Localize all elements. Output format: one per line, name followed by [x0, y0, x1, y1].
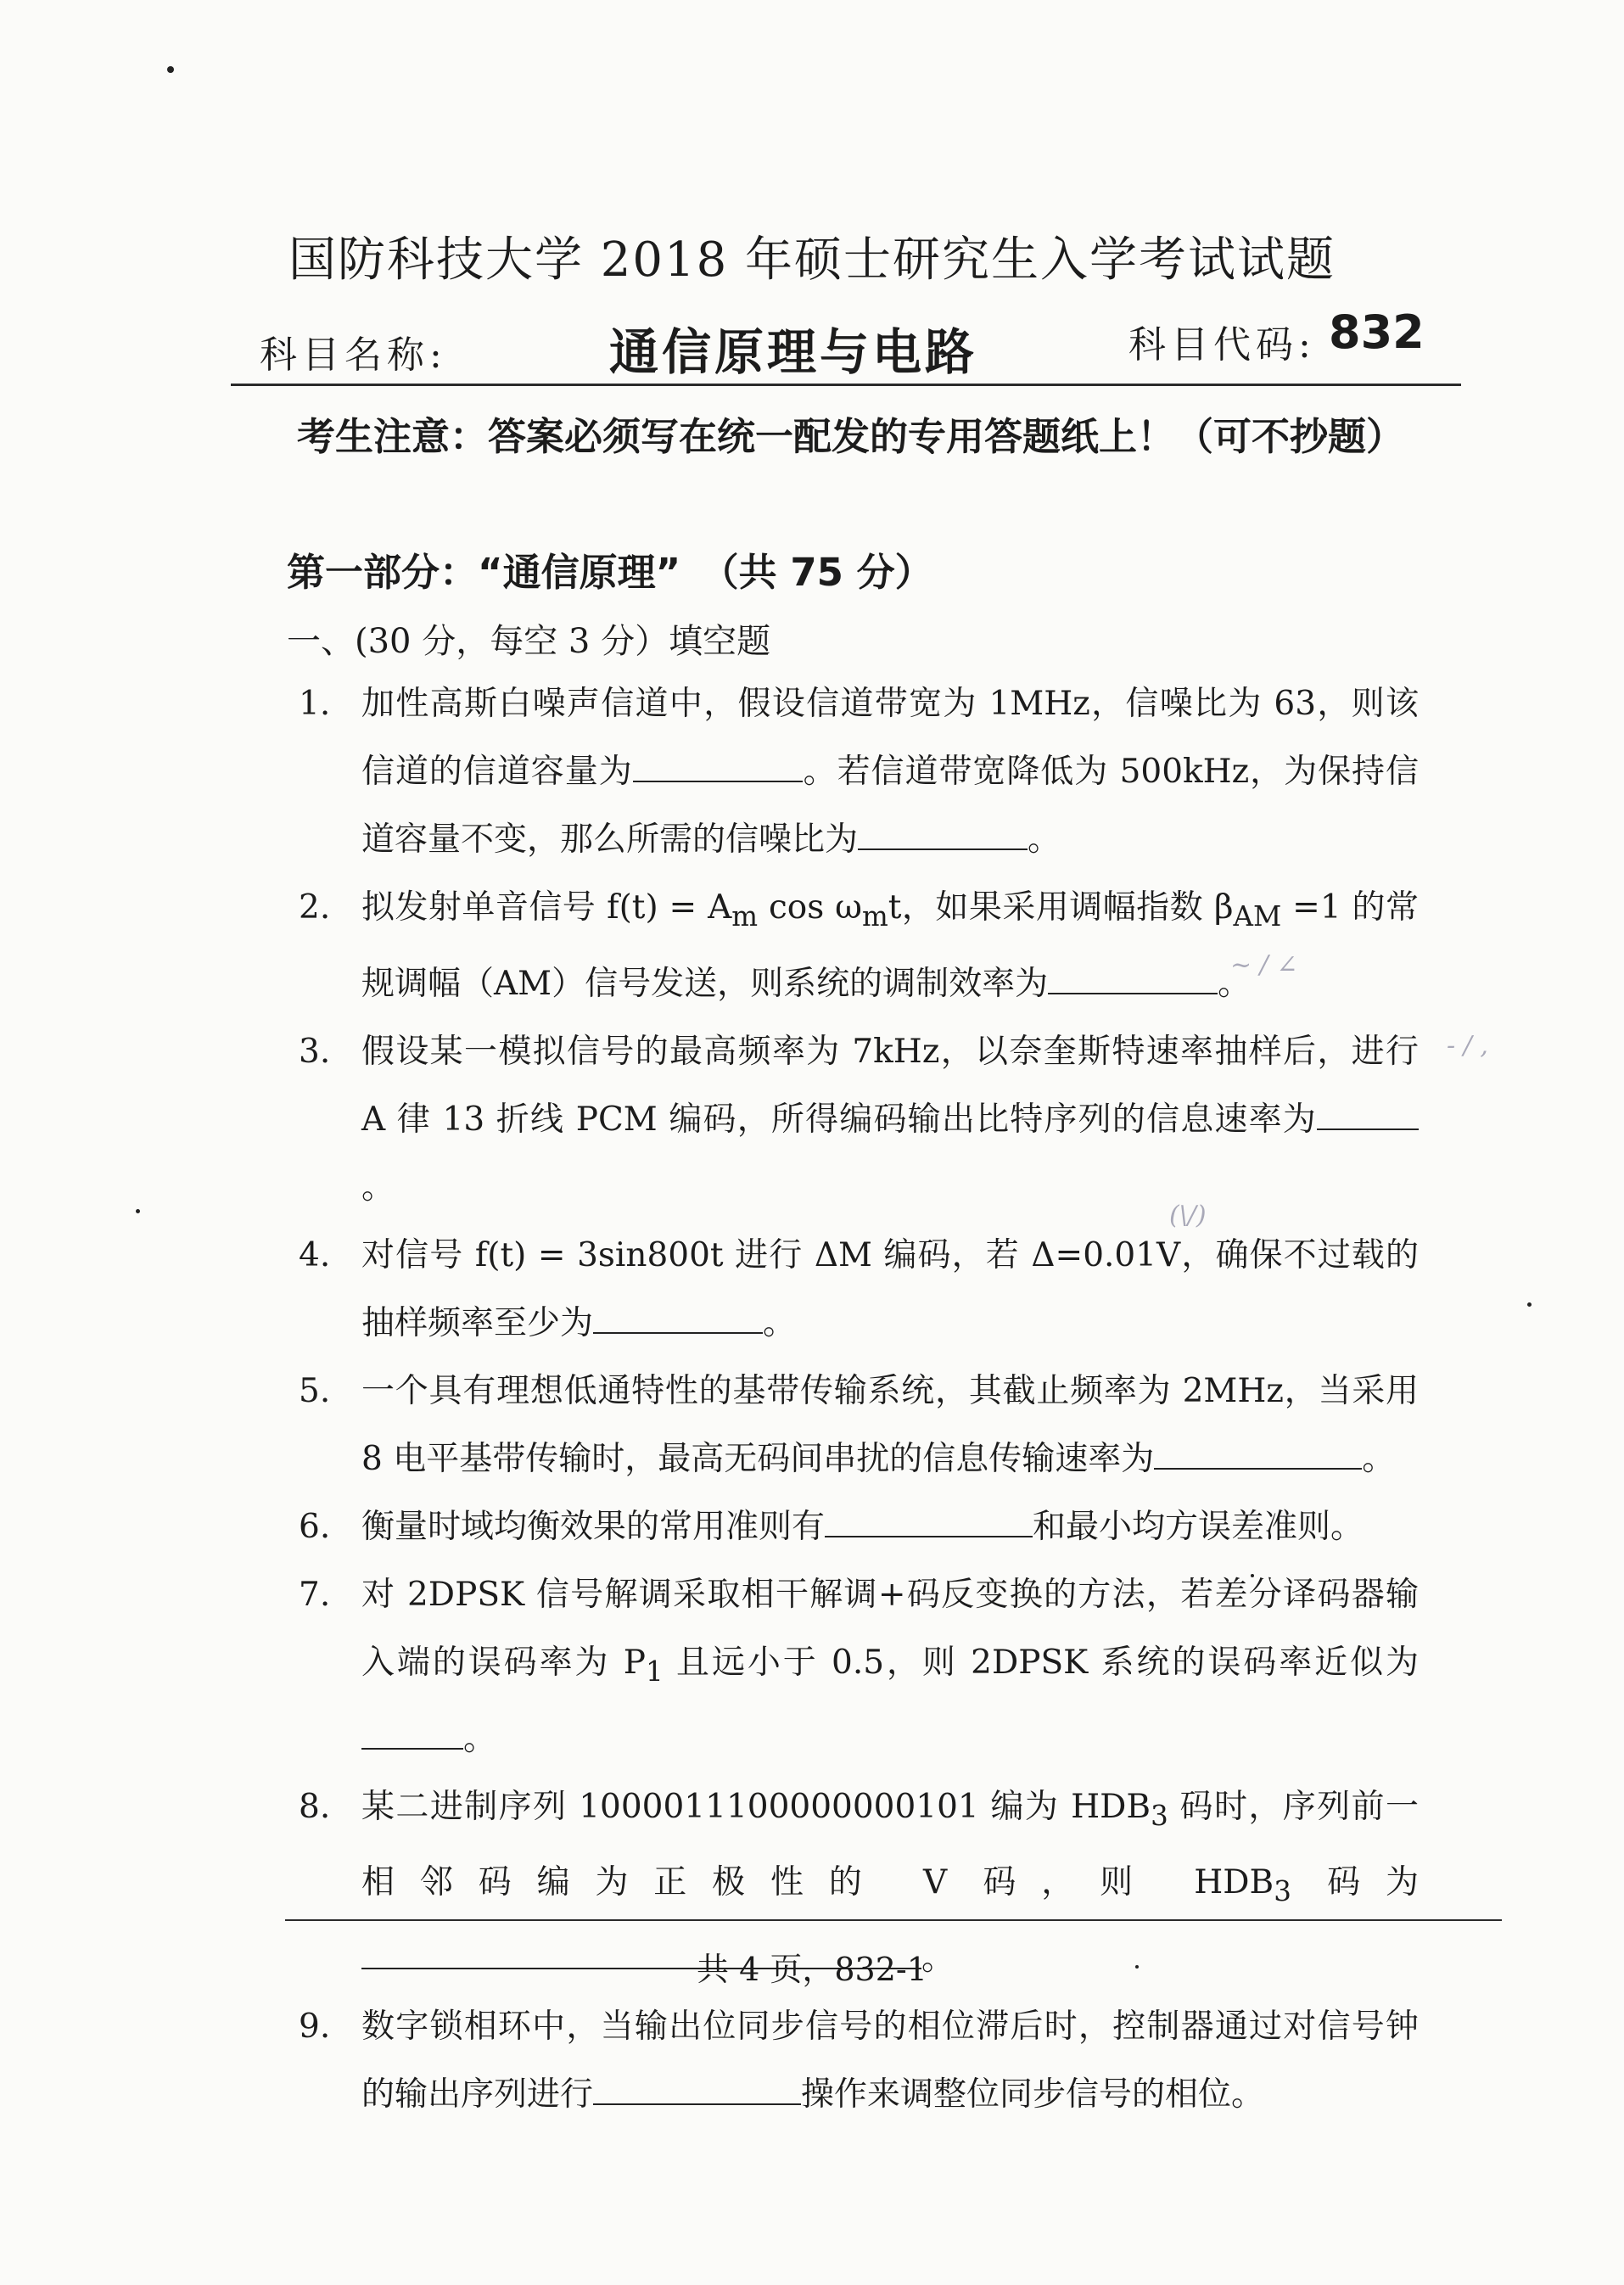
- subject-code-value: 832: [1329, 305, 1425, 359]
- pencil-scribble: - ∕ ,: [1447, 1031, 1488, 1061]
- question-text: 对 2DPSK 信号解调采取相干解调+码反变换的方法，若差分译码器输入端的误码率为 $P_1$ 且远小于 0.5，则 2DPSK 系统的误码率近似为。: [361, 1575, 1419, 1758]
- exam-title: 国防科技大学 2018 年硕士研究生入学考试试题: [288, 232, 1336, 288]
- header-divider: [231, 384, 1461, 386]
- question-item: [299, 1018, 1419, 1222]
- scan-speck: [1527, 1302, 1532, 1307]
- answer-blank: [633, 752, 803, 782]
- answer-blank: [593, 1303, 763, 1334]
- question-number: 5.: [299, 1371, 331, 1410]
- question-item: [299, 874, 1419, 1018]
- question-number: 6.: [299, 1507, 331, 1546]
- answer-blank: [361, 1719, 463, 1750]
- question-number: 8.: [299, 1787, 331, 1826]
- answer-blank: [858, 820, 1028, 850]
- answer-blank: [1048, 964, 1218, 994]
- scan-speck: [167, 66, 174, 73]
- question-number: 2.: [299, 888, 331, 927]
- answer-blank: [825, 1507, 1033, 1537]
- question-number: 9.: [299, 2008, 331, 2047]
- question-text: 对信号 f(t) = 3sin800t 进行 ΔM 编码，若 Δ=0.01V，确保不过载的抽样频率至少为 。: [361, 1235, 1419, 1342]
- question-text: 拟发射单音信号 $f(t) = A_m$ $\cos \omega_mt$，如果采用调幅指数 $\beta_{AM} =1$ 的常规调幅（AM）信号发送，则系统的调制效率为 。: [361, 888, 1419, 1003]
- pencil-scribble: (\/): [1169, 1201, 1207, 1230]
- question-item: [299, 1222, 1419, 1358]
- question-item: [299, 1493, 1419, 1561]
- pencil-scribble: ~ ∕ ∠: [1230, 950, 1298, 980]
- question-item: [299, 670, 1419, 874]
- page-footer: 共 4 页，832-1: [697, 1951, 927, 1988]
- question-text: 衡量时域均衡效果的常用准则有 和最小均方误差准则。: [361, 1507, 1364, 1546]
- question-item: [299, 1358, 1419, 1493]
- question-item: [299, 1993, 1419, 2129]
- scan-speck: [136, 1209, 140, 1213]
- footer-divider: [285, 1919, 1502, 1921]
- answer-blank: [1317, 1100, 1419, 1130]
- question-number: 3.: [299, 1032, 331, 1071]
- part-title: 第一部分：“通信原理”: [287, 550, 681, 595]
- part-heading: [287, 541, 933, 596]
- question-text: 数字锁相环中，当输出位同步信号的相位滞后时，控制器通过对信号钟的输出序列进行 操作来调整位同步信号的相位。: [361, 2008, 1419, 2114]
- question-text: 一个具有理想低通特性的基带传输系统，其截止频率为 2MHz，当采用 8 电平基带传输时，最高无码间串扰的信息传输速率为 。: [361, 1371, 1419, 1478]
- question-number: 7.: [299, 1575, 331, 1614]
- question-number: 4.: [299, 1235, 331, 1274]
- section-heading: 一、(30 分，每空 3 分）填空题: [287, 622, 771, 661]
- question-number: 1.: [299, 685, 331, 723]
- part-points: （共 75 分）: [720, 550, 933, 595]
- answer-blank: [593, 2075, 801, 2105]
- subject-label: 科目名称:: [260, 333, 447, 377]
- candidate-notice: 考生注意：答案必须写在统一配发的专用答题纸上！（可不抄题）: [297, 414, 1405, 459]
- subject-code-label: 科目代码:: [1128, 323, 1316, 367]
- question-list: [299, 670, 1419, 2129]
- question-text: 假设某一模拟信号的最高频率为 7kHz，以奈奎斯特速率抽样后，进行 A 律 13 折线 PCM 编码，所得编码输出比特序列的信息速率为。: [361, 1032, 1419, 1207]
- question-text: 某二进制序列 1000011100000000101 编为 $HDB_3$ 码时，序列前一相邻码编为正极性的 V 码，则 $HDB_3$ 码为。: [361, 1787, 1419, 1979]
- answer-blank: [1154, 1439, 1362, 1470]
- subject-name: 通信原理与电路: [609, 323, 978, 381]
- question-text: 加性高斯白噪声信道中，假设信道带宽为 1MHz，信噪比为 63，则该信道的信道容量为 。若信道带宽降低为 500kHz，为保持信道容量不变，那么所需的信噪比为 。: [361, 685, 1419, 859]
- question-item: [299, 1561, 1419, 1773]
